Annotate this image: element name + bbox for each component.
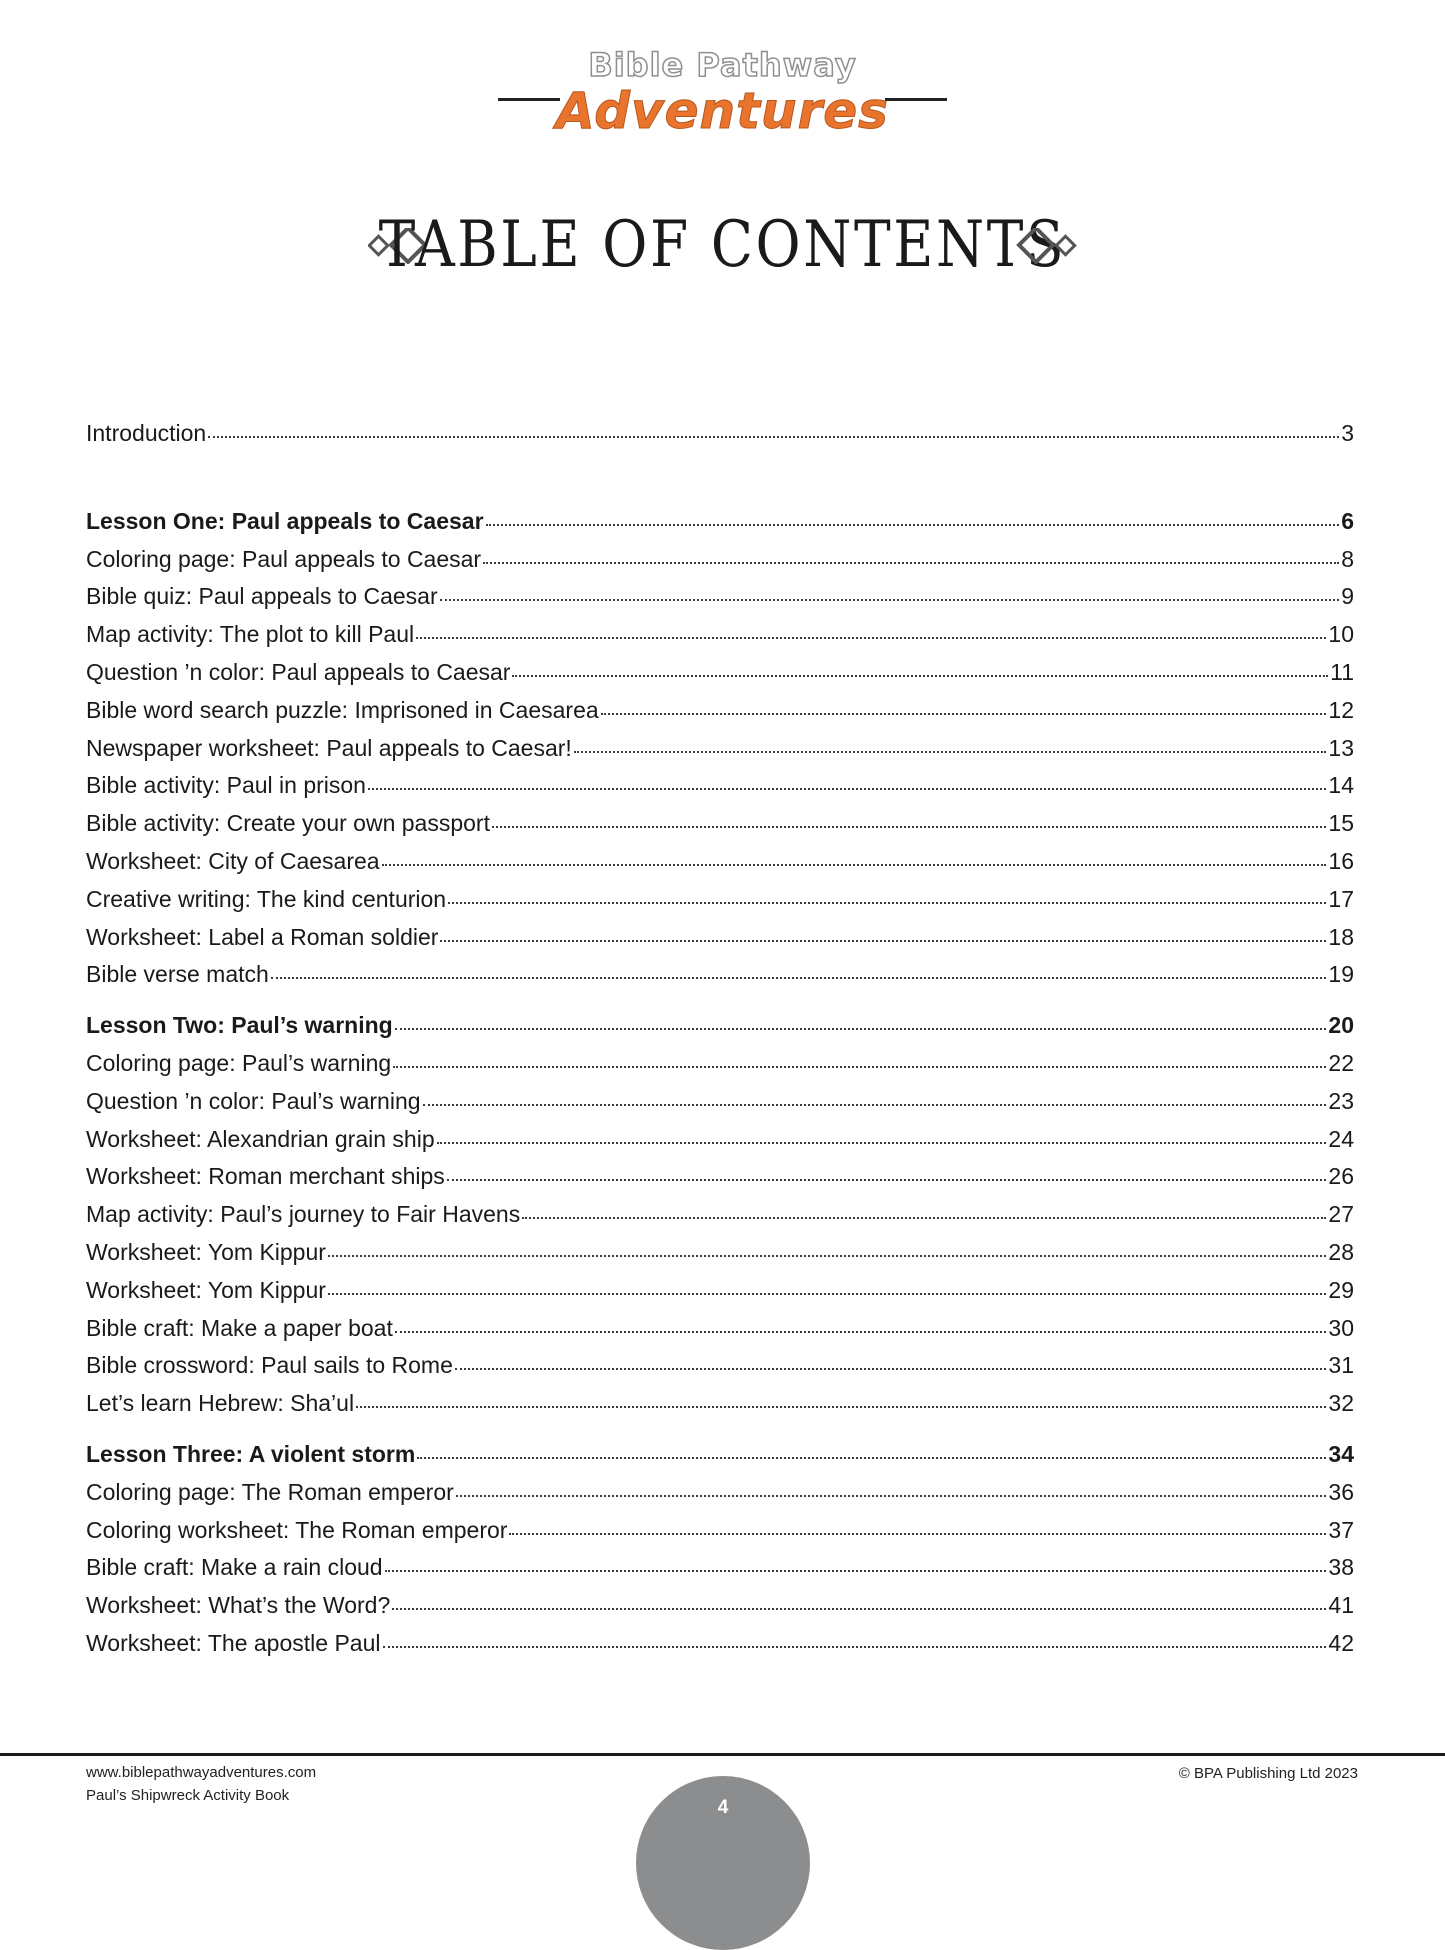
table-of-contents [86,420,1354,1668]
toc-entry-page: 38 [1328,1554,1354,1581]
toc-entry-page: 22 [1328,1049,1354,1076]
toc-entry-page: 10 [1328,621,1354,648]
toc-entry [86,546,1354,584]
toc-lesson-heading [86,1441,1354,1479]
toc-entry-label: Bible verse match [86,961,269,988]
toc-dot-leader [440,598,1340,601]
toc-entry [86,1050,1354,1088]
toc-dot-leader [395,1330,1327,1333]
toc-entry [86,924,1354,962]
toc-entry-label: Newspaper worksheet: Paul appeals to Caesar! [86,734,572,761]
toc-entry-label: Bible word search puzzle: Imprisoned in Caesarea [86,696,599,723]
toc-entry-page: 9 [1341,583,1354,610]
toc-dot-leader [393,1065,1326,1068]
footer-divider [0,1753,1445,1756]
logo-main-text: Adventures [556,82,889,140]
toc-dot-leader [483,561,1339,564]
toc-entry-page: 32 [1328,1390,1354,1417]
toc-lesson-heading [86,508,1354,546]
toc-entry [86,1554,1354,1592]
toc-dot-leader [392,1607,1326,1610]
toc-entry-page: 15 [1328,810,1354,837]
toc-entry [86,1239,1354,1277]
toc-entry-label: Worksheet: City of Caesarea [86,847,380,874]
toc-entry [86,1479,1354,1517]
toc-entry [86,659,1354,697]
toc-entry-page: 12 [1328,696,1354,723]
toc-entry-label: Coloring page: Paul appeals to Caesar [86,545,482,572]
toc-entry-label: Worksheet: Alexandrian grain ship [86,1125,435,1152]
toc-dot-leader [382,863,1327,866]
toc-entry-page: 34 [1328,1440,1354,1467]
toc-entry-label: Bible activity: Create your own passport [86,810,490,837]
brand-logo [0,40,1445,150]
toc-entry-page: 8 [1341,545,1354,572]
toc-dot-leader [512,674,1328,677]
toc-dot-leader [447,1178,1327,1181]
toc-entry [86,1201,1354,1239]
toc-entry [86,621,1354,659]
toc-entry [86,1277,1354,1315]
toc-entry [86,810,1354,848]
toc-entry [86,848,1354,886]
toc-dot-leader [448,901,1326,904]
toc-entry [86,1352,1354,1390]
toc-entry [86,886,1354,924]
toc-entry-label: Map activity: The plot to kill Paul [86,621,415,648]
toc-dot-leader [522,1216,1326,1219]
diamond-ornament-icon [1012,228,1078,264]
toc-dot-leader [455,1367,1327,1370]
toc-entry-label: Introduction [86,420,207,446]
toc-entry-page: 27 [1328,1201,1354,1228]
toc-entry-label: Worksheet: What’s the Word? [86,1592,391,1619]
logo-top-text: Bible Pathway [588,46,857,84]
toc-entry [86,1630,1354,1668]
toc-entry [86,1163,1354,1201]
toc-dot-leader [416,636,1326,639]
toc-entry-label: Lesson One: Paul appeals to Caesar [86,507,484,534]
page-title-row [0,208,1445,288]
toc-dot-leader [509,1532,1326,1535]
toc-dot-leader [437,1141,1327,1144]
toc-entry-page: 3 [1341,420,1354,446]
toc-entry-label: Question ’n color: Paul’s warning [86,1087,421,1114]
toc-entry-page: 26 [1328,1163,1354,1190]
toc-entry-label: Bible crossword: Paul sails to Rome [86,1352,453,1379]
toc-entry-page: 20 [1328,1012,1354,1039]
toc-dot-leader [456,1494,1327,1497]
toc-entry-page: 31 [1328,1352,1354,1379]
toc-dot-leader [328,1254,1326,1257]
toc-entry-label: Worksheet: The apostle Paul [86,1629,381,1656]
footer-copyright: © BPA Publishing Ltd 2023 [1178,1765,1358,1782]
toc-dot-leader [423,1103,1327,1106]
toc-dot-leader [417,1456,1326,1459]
toc-entry [86,1126,1354,1164]
toc-entry-label: Lesson Three: A violent storm [86,1440,416,1467]
toc-entry-page: 29 [1328,1276,1354,1303]
toc-entry-page: 30 [1328,1314,1354,1341]
toc-entry [86,1592,1354,1630]
toc-dot-leader [395,1027,1327,1030]
toc-dot-leader [208,435,1339,438]
toc-entry [86,961,1354,999]
toc-entry-page: 24 [1328,1125,1354,1152]
toc-entry-label: Lesson Two: Paul’s warning [86,1012,393,1039]
toc-dot-leader [574,750,1327,753]
toc-entry-label: Bible quiz: Paul appeals to Caesar [86,583,438,610]
toc-entry-page: 36 [1328,1478,1354,1505]
footer-url: www.biblepathwayadventures.com [86,1764,317,1781]
toc-entry-page: 23 [1328,1087,1354,1114]
toc-entry [86,583,1354,621]
toc-dot-leader [601,712,1327,715]
toc-entry [86,1390,1354,1428]
toc-dot-leader [385,1569,1327,1572]
toc-entry-page: 16 [1328,847,1354,874]
toc-entry [86,697,1354,735]
toc-entry-label: Worksheet: Yom Kippur [86,1276,326,1303]
toc-entry-label: Bible craft: Make a rain cloud [86,1554,383,1581]
page-number: 4 [717,1797,729,1818]
toc-lesson-heading [86,1012,1354,1050]
toc-dot-leader [492,825,1326,828]
toc-entry-label: Creative writing: The kind centurion [86,885,447,912]
toc-entry-label: Bible craft: Make a paper boat [86,1314,393,1341]
toc-entry-page: 6 [1341,507,1354,534]
toc-entry-page: 13 [1328,734,1354,761]
toc-entry-page: 18 [1328,923,1354,950]
toc-entry-label: Worksheet: Label a Roman soldier [86,923,439,950]
toc-dot-leader [440,939,1326,942]
toc-entry-label: Coloring page: Paul’s warning [86,1049,392,1076]
toc-entry-page: 28 [1328,1238,1354,1265]
footer-book-title: Paul’s Shipwreck Activity Book [86,1787,290,1804]
toc-dot-leader [356,1405,1326,1408]
toc-dot-leader [271,976,1327,979]
toc-entry-page: 11 [1330,658,1354,685]
toc-entry-label: Worksheet: Roman merchant ships [86,1163,445,1190]
toc-entry-label: Worksheet: Yom Kippur [86,1238,326,1265]
toc-entry-page: 42 [1328,1629,1354,1656]
toc-entry-page: 14 [1328,772,1354,799]
toc-dot-leader [486,523,1340,526]
toc-entry-page: 37 [1328,1516,1354,1543]
toc-entry [86,735,1354,773]
toc-entry-label: Bible activity: Paul in prison [86,772,366,799]
toc-dot-leader [328,1292,1326,1295]
page-title: TABLE OF CONTENTS [378,208,1067,282]
toc-entry-page: 41 [1328,1592,1354,1619]
toc-entry-label: Let’s learn Hebrew: Sha’ul [86,1390,355,1417]
toc-entry [86,1315,1354,1353]
toc-entry-label: Question ’n color: Paul appeals to Caesar [86,658,511,685]
toc-entry-label: Coloring page: The Roman emperor [86,1478,454,1505]
toc-entry-page: 17 [1328,885,1354,912]
toc-entry-label: Map activity: Paul’s journey to Fair Havens [86,1201,521,1228]
toc-entry [86,1088,1354,1126]
toc-entry [86,420,1354,458]
toc-entry-page: 19 [1328,961,1354,988]
toc-entry [86,772,1354,810]
toc-dot-leader [368,787,1326,790]
toc-entry-label: Coloring worksheet: The Roman emperor [86,1516,508,1543]
toc-dot-leader [383,1645,1327,1648]
toc-entry [86,1517,1354,1555]
